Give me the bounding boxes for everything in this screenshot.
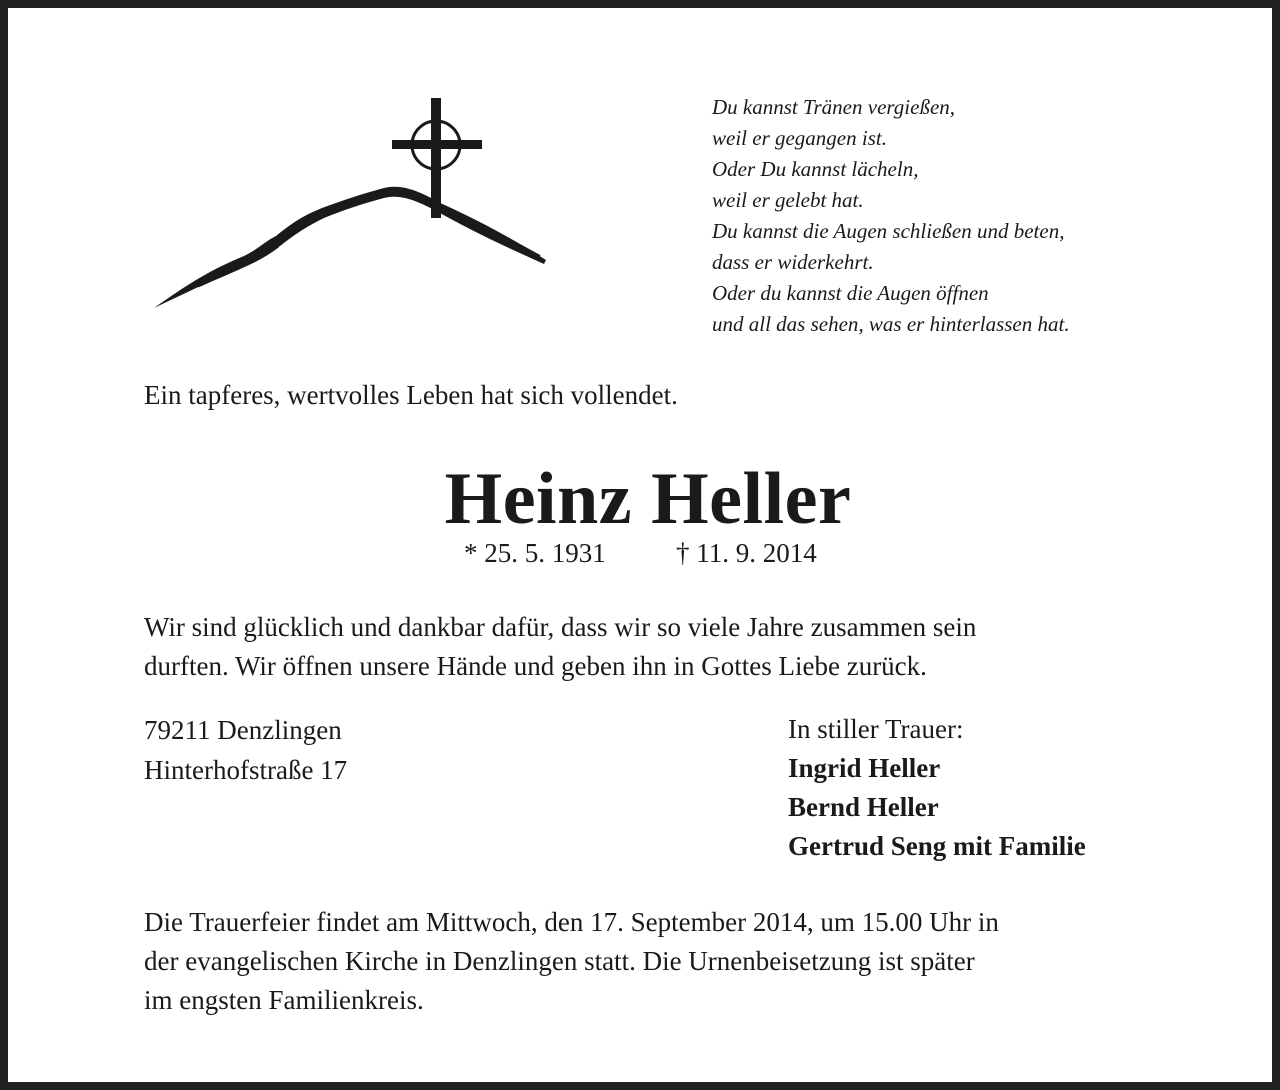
- poem-line: weil er gelebt hat.: [712, 188, 864, 212]
- poem-line: und all das sehen, was er hinterlassen hat.: [712, 312, 1070, 336]
- poem-line: dass er widerkehrt.: [712, 250, 874, 274]
- mourner-name: Gertrud Seng mit Familie: [788, 831, 1086, 861]
- poem: [712, 92, 1232, 340]
- intro-text: Ein tapferes, wertvolles Leben hat sich vollendet.: [144, 380, 678, 410]
- thanks-paragraph: [144, 608, 1174, 686]
- thanks-line: Wir sind glücklich und dankbar dafür, dass wir so viele Jahre zusammen sein: [144, 612, 977, 642]
- mourner-name: Bernd Heller: [788, 792, 939, 822]
- poem-line: Oder du kannst die Augen öffnen: [712, 281, 989, 305]
- address-city: 79211 Denzlingen: [144, 715, 342, 745]
- death-date: † 11. 9. 2014: [676, 538, 817, 568]
- service-paragraph: [144, 903, 1184, 1020]
- deceased-name: Heinz Heller: [444, 458, 852, 540]
- address-street: Hinterhofstraße 17: [144, 755, 348, 785]
- service-line: Die Trauerfeier findet am Mittwoch, den 17. September 2014, um 15.00 Uhr in: [144, 907, 999, 937]
- mourner-name: Ingrid Heller: [788, 753, 941, 783]
- birth-date: * 25. 5. 1931: [464, 538, 606, 568]
- cross-on-hill-icon: [148, 96, 558, 316]
- mourners-title: In stiller Trauer:: [788, 714, 964, 744]
- mourners: [788, 710, 1086, 866]
- thanks-line: durften. Wir öffnen unsere Hände und geben ihn in Gottes Liebe zurück.: [144, 651, 927, 681]
- poem-line: Du kannst die Augen schließen und beten,: [712, 219, 1065, 243]
- poem-line: weil er gegangen ist.: [712, 126, 887, 150]
- poem-line: Du kannst Tränen vergießen,: [712, 95, 956, 119]
- address: [144, 710, 347, 790]
- service-line: im engsten Familienkreis.: [144, 985, 424, 1015]
- poem-line: Oder Du kannst lächeln,: [712, 157, 919, 181]
- service-line: der evangelischen Kirche in Denzlingen statt. Die Urnenbeisetzung ist später: [144, 946, 975, 976]
